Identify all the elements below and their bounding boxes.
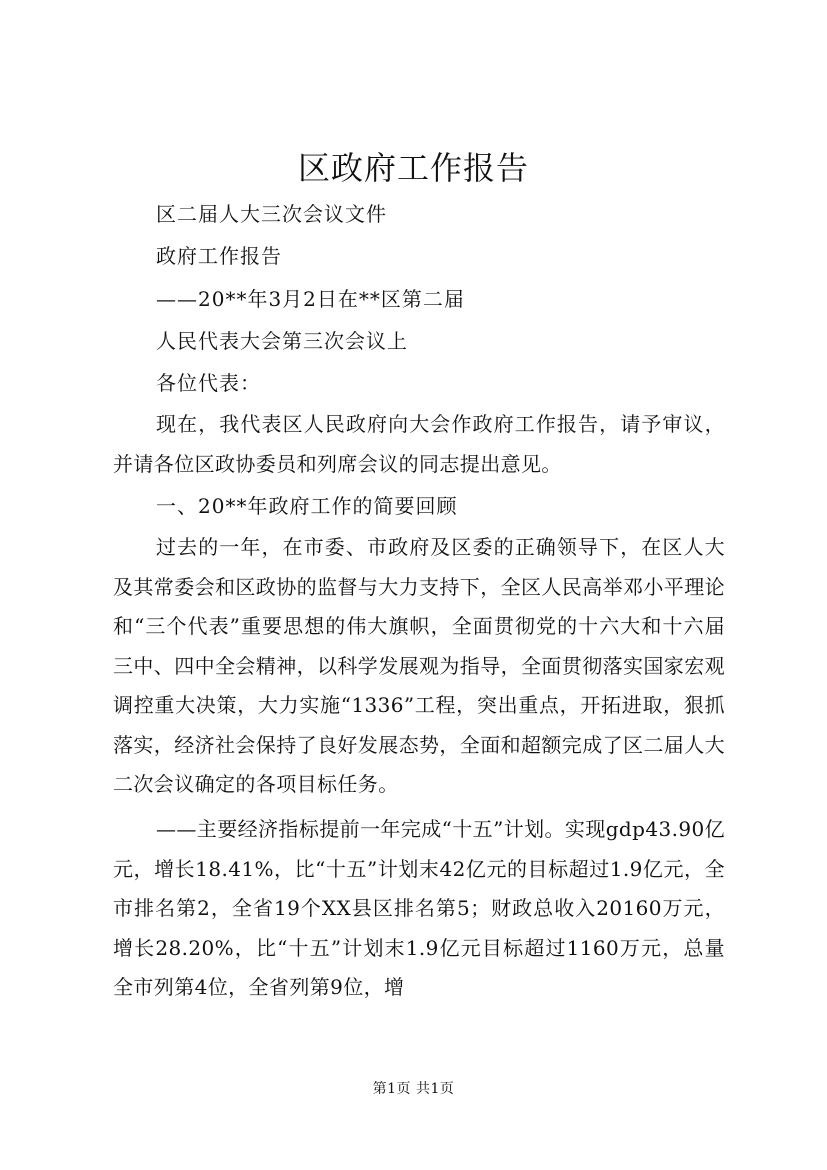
date-venue-line: ——20**年3月2日在**区第二届 xyxy=(156,287,465,311)
meeting-document-line: 区二届人大三次会议文件 xyxy=(156,202,387,226)
review-paragraph: 过去的一年，在市委、市政府及区委的正确领导下，在区人大及其常委会和区政协的监督与大力支持下，全区人民高举邓小平理论和“三个代表”重要思想的伟大旗帜，全面贯彻党的十六大和十六届三中、四中全会精神，以科学发展观为指导，全面贯彻落实国家宏观调控重大决策，大力实施“1336”工程，突出重点，开拓进取，狠抓落实，经济社会保持了良好发展态势，全面和超额完成了区二届人大二次会议确定的各项目标任务。 xyxy=(113,535,725,796)
document-title: 区政府工作报告 xyxy=(297,149,529,187)
indicators-paragraph: ——主要经济指标提前一年完成“十五”计划。实现gdp43.90亿元，增长18.41%，比“十五”计划末42亿元的目标超过1.9亿元，全市排名第2，全省19个XX县区排名第5；财政总收入20160万元，增长28.20%，比“十五”计划末1.9亿元目标超过1160万元，总量全市列第4位，全省列第9位，增 xyxy=(113,817,725,999)
congress-session-line: 人民代表大会第三次会议上 xyxy=(156,329,408,353)
page-footer: 第1页 共1页 xyxy=(372,1081,455,1097)
section-heading: 一、20**年政府工作的简要回顾 xyxy=(156,494,458,518)
intro-paragraph: 现在，我代表区人民政府向大会作政府工作报告，请予审议，并请各位区政协委员和列席会议的同志提出意见。 xyxy=(113,412,725,476)
salutation-line: 各位代表： xyxy=(156,371,261,395)
report-name-line: 政府工作报告 xyxy=(156,244,282,268)
